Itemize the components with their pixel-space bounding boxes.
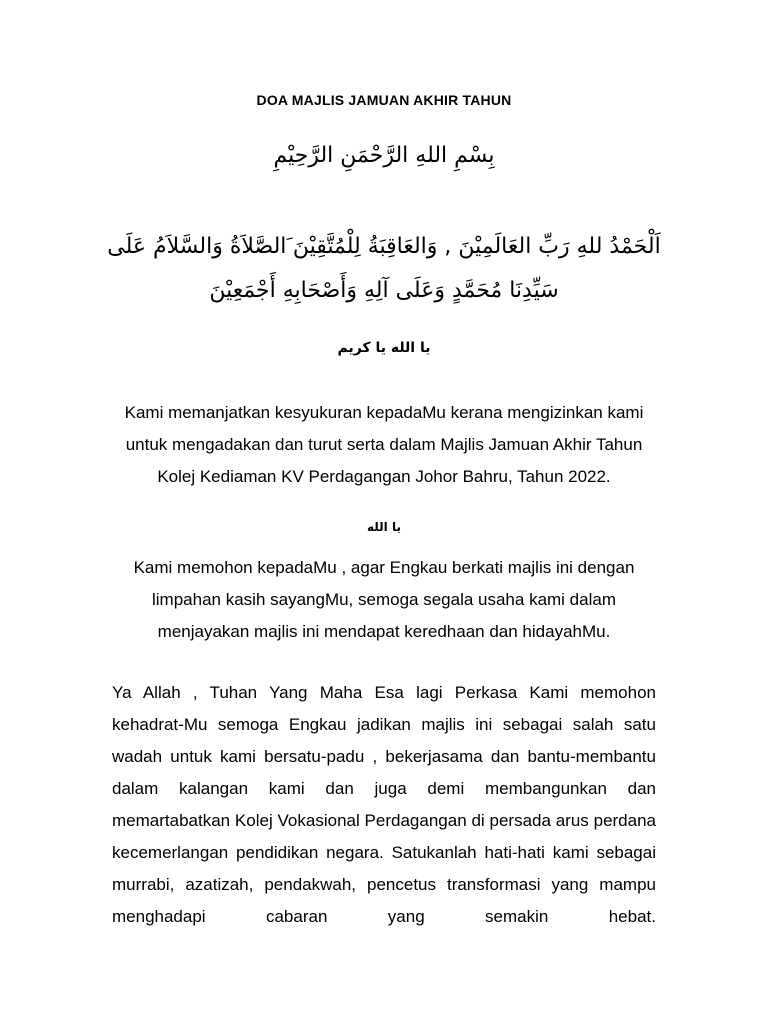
document-title: DOA MAJLIS JAMUAN AKHIR TAHUN bbox=[256, 92, 512, 108]
paragraph-prayer: Ya Allah , Tuhan Yang Maha Esa lagi Perkasa Kami memohon kehadrat-Mu semoga Engkau jadikan majlis ini sebagai salah satu wadah untuk kami bersatu-padu , bekerjasama dan bantu-membantu dalam kalangan kami dan juga demi membangunkan dan memartabatkan Kolej Vokasional Perdagangan di persada arus perdana kecemerlangan pendidikan negara. Satukanlah hati-hati kami sebagai murrabi, azatizah, pendakwah, pencetus transformasi yang mampu menghadapi cabaran yang semakin hebat. bbox=[112, 683, 656, 926]
paragraph-gratitude: Kami memanjatkan kesyukuran kepadaMu kerana mengizinkan kami untuk mengadakan dan turut serta dalam Majlis Jamuan Akhir Tahun Kolej Kediaman KV Perdagangan Johor Bahru, Tahun 2022. bbox=[124, 403, 644, 486]
bismillah-text: بِسْمِ اللهِ الرَّحْمَنِ الرَّحِيْمِ bbox=[273, 143, 495, 168]
ya-allah-ya-karim-text: يا الله يا كريم bbox=[337, 340, 431, 356]
paragraph-blessing: Kami memohon kepadaMu , agar Engkau berkati majlis ini dengan limpahan kasih sayangMu, semoga segala usaha kami dalam menjayakan majlis ini mendapat keredhaan dan hidayahMu. bbox=[133, 558, 635, 641]
ya-allah-text: يا الله bbox=[367, 520, 401, 534]
hamdalah-text: اَلْحَمْدُ للهِ رَبِّ العَالَمِيْنَ , وَالعَاقِبَةُ لِلْمُتَّقِيْنَ َالصَّلاَةُ وَالسَّلاَمُ عَلَى سَيِّدِنَا مُحَمَّدٍ وَعَلَى آلِهِ وَأَصْحَابِهِ أَجْمَعِيْنَ bbox=[107, 234, 661, 303]
